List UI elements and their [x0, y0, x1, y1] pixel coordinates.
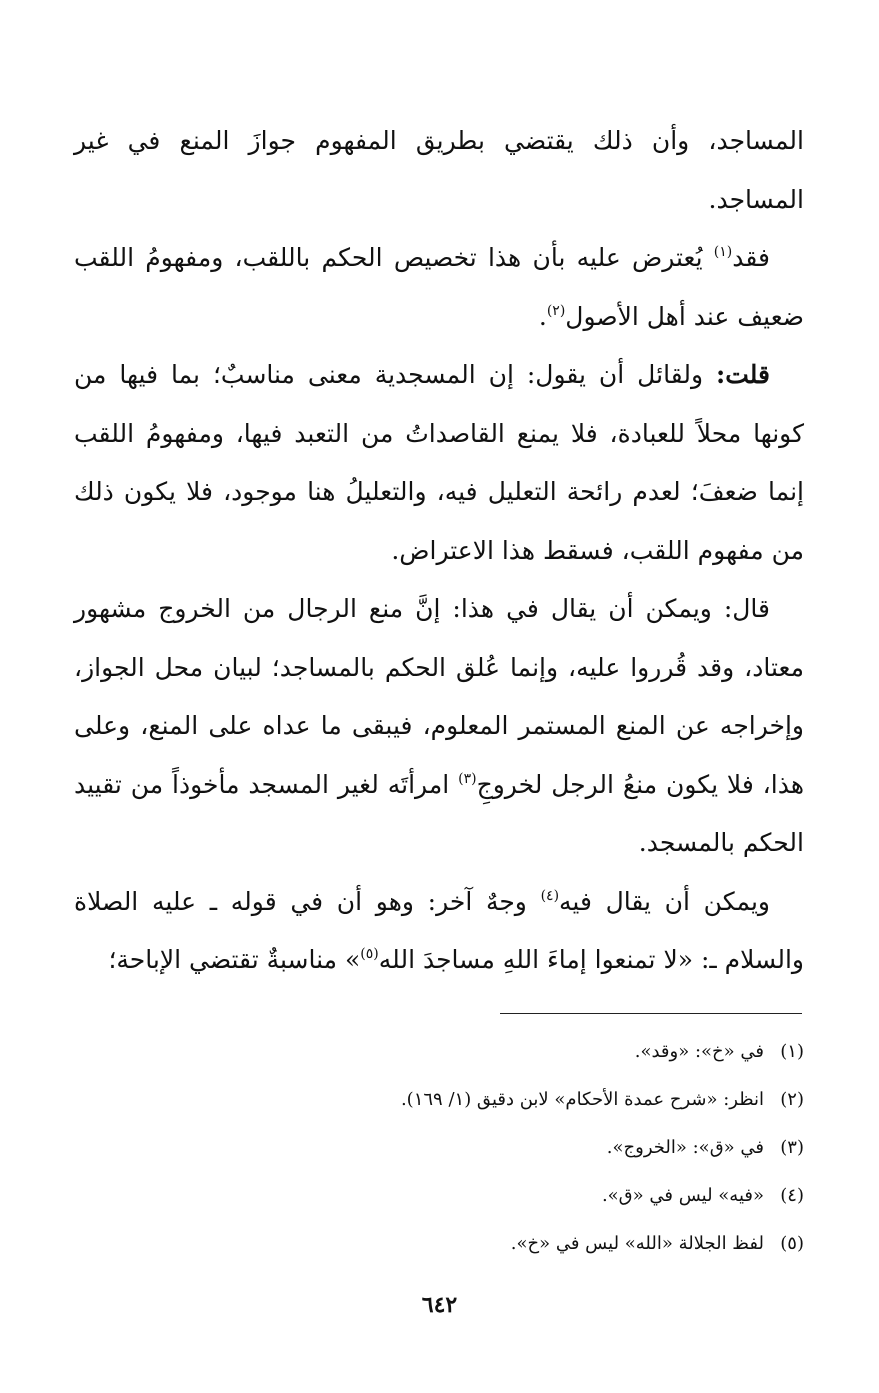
footnote-ref-2[interactable]: (٢): [546, 302, 566, 319]
footnote-text: «فيه» ليس في «ق».: [601, 1185, 764, 1206]
paragraph-1: [74, 112, 804, 229]
paragraph-5-text-c: » مناسبةٌ تقتضي الإباحة؛: [108, 945, 361, 974]
paragraph-3-lead: قلت:: [715, 360, 770, 389]
footnote-number: (٣): [780, 1137, 804, 1158]
footnote-text: انظر: «شرح عمدة الأحكام» لابن دقيق (١/ ١٦٩).: [400, 1089, 764, 1110]
footnote-item: [74, 1076, 804, 1124]
paragraph-2-text-b: يُعترض عليه بأن هذا تخصيص الحكم باللقب، ومفهومُ اللقب ضعيف عند أهل الأصول: [74, 243, 804, 331]
paragraph-2-text-c: .: [538, 301, 547, 331]
paragraph-5-text-b: وجهٌ آخر: وهو أن في قوله ـ عليه الصلاة والسلام ـ: «لا تمنعوا إماءَ اللهِ مساجدَ الله: [74, 886, 804, 974]
footnote-ref-3[interactable]: (٣): [458, 770, 477, 787]
paragraph-3-text: ولقائل أن يقول: إن المسجدية معنى مناسبٌ؛ بما فيها من كونها محلاً للعبادة، فلا يمنع القاصداتُ من التعبد فيها، ومفهومُ اللقب إنما ضعفَ؛ لعدم رائحة التعليل فيه، والتعليلُ هنا موجود، فلا يكون ذلك من مفهوم اللقب، فسقط هذا الاعتراض.: [74, 360, 804, 565]
footnote-number: (١): [780, 1041, 804, 1062]
footnote-text: في «خ»: «وقد».: [634, 1041, 764, 1062]
footnote-ref-1[interactable]: (١): [713, 244, 733, 260]
footnote-text: لفظ الجلالة «الله» ليس في «خ».: [510, 1233, 764, 1254]
footnote-item: [74, 1028, 804, 1076]
footnote-number: (٤): [780, 1185, 804, 1206]
paragraph-1-text: المساجد، وأن ذلك يقتضي بطريق المفهوم جوازَ المنع في غير المساجد.: [74, 126, 804, 214]
paragraph-4: [74, 580, 804, 873]
footnote-ref-4[interactable]: (٤): [540, 887, 560, 904]
main-text: [74, 112, 804, 990]
footnotes-list: [74, 1028, 804, 1268]
paragraph-4-text-a: قال: ويمكن أن يقال في هذا: إنَّ منع الرجال من الخروج مشهور معتاد، وقد قُرروا عليه، وإنما عُلق الحكم بالمساجد؛ لبيان محل الجواز، وإخراجه عن المنع المستمر المعلوم، فيبقى ما عداه على المنع، وعلى هذا، فلا يكون منعُ الرجل لخروجِ: [74, 594, 804, 799]
footnote-number: (٢): [780, 1089, 804, 1110]
paragraph-4-text-b: امرأتَه لغير المسجد مأخوذاً من تقييد الحكم بالمسجد.: [74, 769, 804, 857]
paragraph-5-text-a: ويمكن أن يقال فيه: [559, 886, 770, 916]
footnote-number: (٥): [780, 1233, 804, 1254]
footnote-item: [74, 1220, 804, 1268]
footnote-item: [74, 1172, 804, 1220]
paragraph-2-text-a: فقد: [732, 243, 770, 272]
paragraph-2: [74, 229, 804, 346]
footnote-item: [74, 1124, 804, 1172]
paragraph-3: [74, 346, 804, 580]
footnote-divider: [500, 1013, 802, 1014]
paragraph-5: [74, 873, 804, 990]
page-number: ٦٤٢: [421, 1292, 458, 1318]
footnote-ref-5[interactable]: (٥): [360, 946, 379, 962]
footnote-text: في «ق»: «الخروج».: [606, 1137, 764, 1158]
